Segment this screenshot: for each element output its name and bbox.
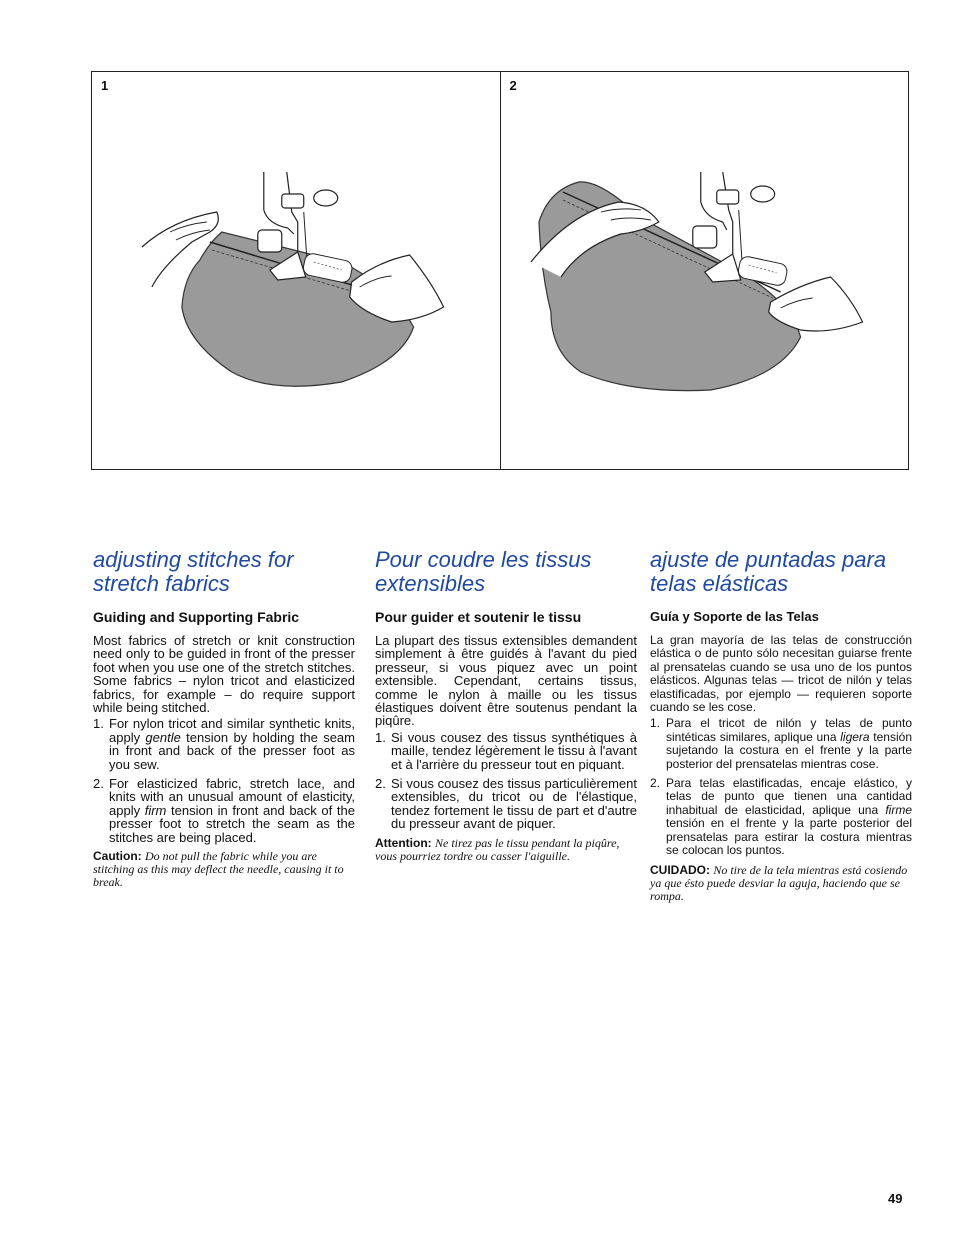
title-line: extensibles (375, 571, 486, 596)
figure-panel-1 (92, 72, 500, 469)
figure-number: 2 (509, 78, 517, 93)
step-text: tension in front and back of the presser foot to stretch the seam as the stitches are being placed. (109, 802, 355, 845)
figure-number: 1 (101, 78, 109, 93)
step-text: Para el tricot de nilón y telas de punto sintéticas similares, aplique una (666, 716, 912, 744)
step-number: 2. (93, 776, 104, 792)
title-line: Pour coudre les tissus (375, 547, 592, 572)
step-number: 1. (93, 716, 104, 732)
step-emphasis: firm (144, 802, 167, 818)
step-emphasis: firme (885, 802, 912, 817)
steps-list (650, 717, 912, 857)
step-text: Si vous cousez des tissus synthétiques à maille, tendez légèrement le tissu à l'avant et à l'arrière du presseur tout en piquant. (391, 729, 637, 772)
caution-text: No tire de la tela mientras está cosiendo ya que ésto puede desviar la aguja, haciendo que se rompa. (650, 862, 908, 903)
sewing-illustration-gentle-tension (92, 72, 500, 469)
intro-paragraph: La plupart des tissus extensibles demandent simplement à être guidés à l'avant du pied presseur, si vous piquez avec un point extensible. Cependant, certains tissus, comme le nylon à maille ou les tissus élastiques doivent être soutenus pendant la piqûre. (375, 633, 637, 729)
step-emphasis: ligera (840, 729, 870, 744)
caution-text: Ne tirez pas le tissu pendant la piqûre, vous pourriez tordre ou casser l'aiguille. (375, 835, 620, 863)
step-emphasis: gentle (145, 729, 181, 745)
list-item (650, 717, 912, 771)
title-line: adjusting stitches for (93, 547, 294, 572)
steps-list (93, 717, 355, 844)
section-title (650, 548, 912, 596)
step-number: 2. (375, 776, 386, 792)
title-line: telas elásticas (650, 571, 789, 596)
intro-paragraph: Most fabrics of stretch or knit construction need only to be guided in front of the presser foot when you use one of the stretch stitches. Some fabrics – nylon tricot and elasticized fabrics, for example – do require support while being stitched. (93, 633, 355, 716)
caution-text: Do not pull the fabric while you are stitching as this may deflect the needle, causing it to break. (93, 849, 344, 890)
step-number: 1. (375, 729, 386, 745)
section-subtitle: Guiding and Supporting Fabric (93, 609, 300, 625)
caution-note (93, 850, 355, 889)
step-number: 1. (650, 716, 661, 731)
figure-panel-2 (500, 72, 909, 469)
step-text: For elasticized fabric, stretch lace, and knits with an unusual amount of elasticity, apply (109, 776, 355, 818)
list-item (650, 777, 912, 857)
step-text: Si vous cousez des tissus particulièrement extensibles, du tricot ou de l'élastique, tendez fortement le tissu de part et d'autre du presseur avant de piquer. (391, 776, 637, 832)
list-item (93, 717, 355, 771)
illustration-frame (91, 71, 909, 470)
step-text: For nylon tricot and similar synthetic knits, apply (109, 716, 355, 745)
step-text: tensión en el frente y la parte posterior del prensatelas para estirar la costura mientras se colocan los puntos. (666, 816, 912, 858)
section-subtitle: Guía y Soporte de las Telas (650, 609, 819, 624)
english-column (93, 548, 355, 889)
sewing-illustration-firm-tension (501, 72, 909, 469)
title-line: stretch fabrics (93, 571, 230, 596)
caution-note (375, 837, 637, 863)
page-number: 49 (888, 1191, 903, 1206)
steps-list (375, 731, 637, 831)
step-text: tensión sujetando la costura en el frente y la parte posterior del prensatelas mientras cose. (666, 729, 912, 771)
list-item (93, 777, 355, 844)
intro-paragraph: La gran mayoría de las telas de construcción elástica o de punto sólo necesitan guiarse frente al prensatelas cuando se usa uno de los puntos elásticos. Algunas telas — tricot de nilón y telas elastificadas, por ejemplo — requieren soporte cuando se les cose. (650, 633, 912, 715)
list-item (375, 777, 637, 831)
list-item (375, 731, 637, 771)
french-column (375, 548, 637, 863)
step-text: Para telas elastificadas, encaje elástico, y telas de punto que tienen una cantidad inhabitual de elasticidad, aplique una (666, 776, 912, 817)
caution-note (650, 864, 912, 903)
section-subtitle: Pour guider et soutenir le tissu (375, 609, 582, 625)
caution-label: CUIDADO: (650, 862, 710, 877)
section-title (375, 548, 637, 596)
step-number: 2. (650, 776, 661, 791)
section-title (93, 548, 355, 596)
step-text: tension by holding the seam in front and back of the presser foot as you sew. (109, 729, 355, 772)
title-line: ajuste de puntadas para (650, 547, 887, 572)
spanish-column (650, 548, 912, 903)
caution-label: Attention: (375, 835, 432, 850)
caution-label: Caution: (93, 849, 142, 864)
